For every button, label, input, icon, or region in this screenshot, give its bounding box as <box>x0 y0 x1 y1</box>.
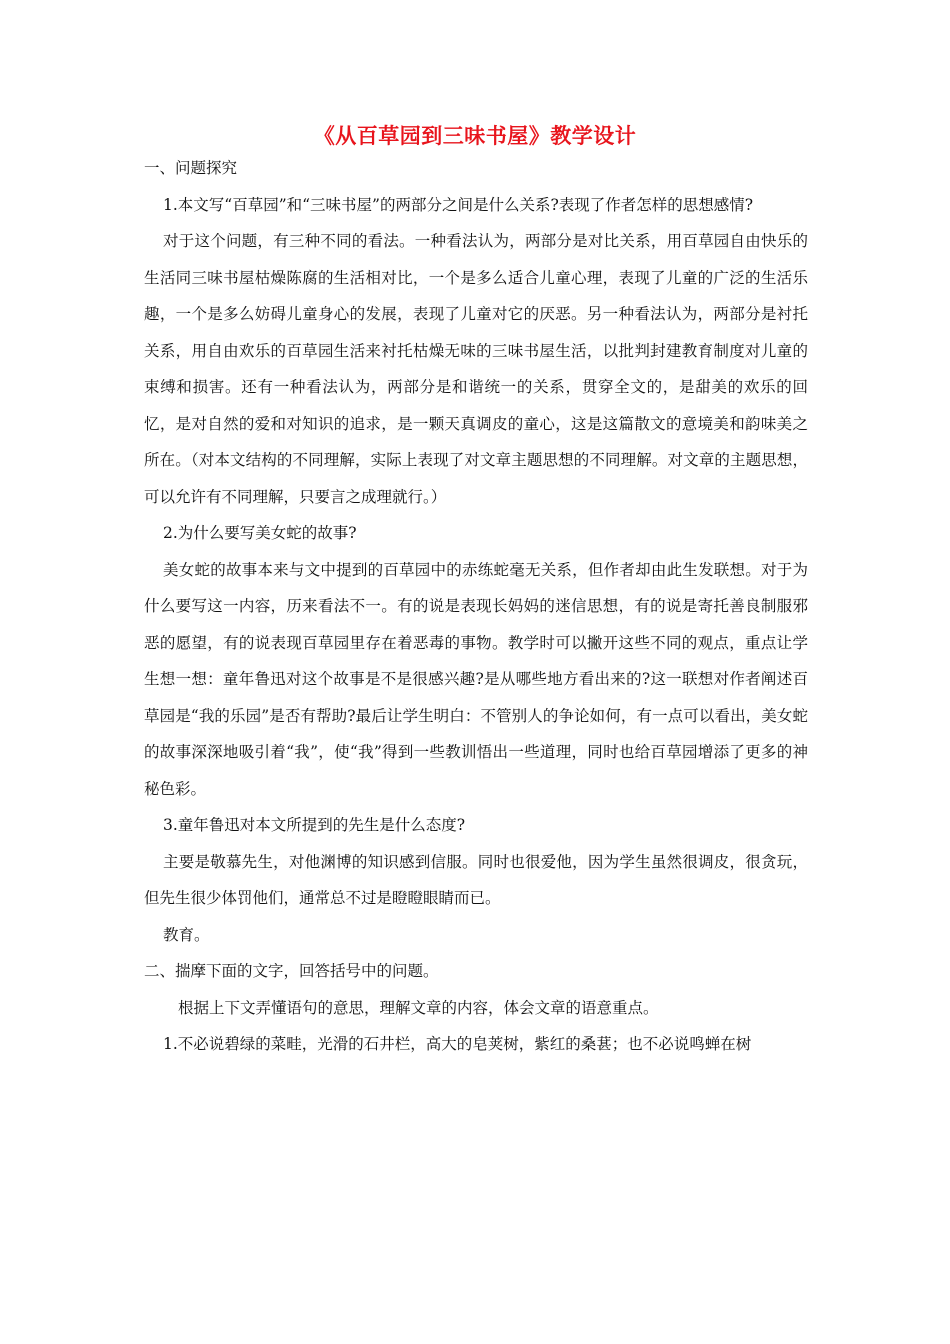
section-heading: 二、揣摩下面的文字，回答括号中的问题。 <box>144 962 439 980</box>
document-title: 《从百草园到三味书屋》教学设计 <box>313 124 637 148</box>
question-paragraph: 3.童年鲁迅对本文所提到的先生是什么态度? <box>163 816 466 834</box>
question-paragraph: 1.不必说碧绿的菜畦，光滑的石井栏，高大的皂荚树，紫红的桑葚；也不必说鸣蝉在树 <box>163 1035 752 1053</box>
answer-paragraph: 对于这个问题，有三种不同的看法。一种看法认为，两部分是对比关系，用百草园自由快乐的生活同三味书屋枯燥陈腐的生活相对比，一个是多么适合儿童心理，表现了儿童的广泛的生活乐趣，一个是多么妨碍儿童身心的发展，表现了儿童对它的厌恶。另一种看法认为，两部分是衬托关系，用自由欢乐的百草园生活来衬托枯燥无味的三味书屋生活，以批判封建教育制度对儿童的束缚和损害。还有一种看法认为，两部分是和谐统一的关系，贯穿全文的，是甜美的欢乐的回忆，是对自然的爱和对知识的追求，是一颗天真调皮的童心，这是这篇散文的意境美和韵味美之所在。（对本文结构的不同理解，实际上表现了对文章主题思想的不同理解。对文章的主题思想，可以允许有不同理解，只要言之成理就行。） <box>144 232 808 506</box>
body-paragraph: 根据上下文弄懂语句的意思，理解文章的内容，体会文章的语意重点。 <box>178 998 659 1017</box>
document-body <box>144 150 808 1063</box>
body-paragraph: 教育。 <box>163 925 210 944</box>
answer-paragraph: 主要是敬慕先生，对他渊博的知识感到信服。同时也很爱他，因为学生虽然很调皮，很贪玩，但先生很少体罚他们，通常总不过是瞪瞪眼睛而已。 <box>144 852 808 907</box>
question-paragraph: 1.本文写“百草园”和“三味书屋”的两部分之间是什么关系?表现了作者怎样的思想感情? <box>163 195 754 214</box>
question-paragraph: 2.为什么要写美女蛇的故事? <box>163 524 357 542</box>
answer-paragraph: 美女蛇的故事本来与文中提到的百草园中的赤练蛇毫无关系，但作者却由此生发联想。对于为什么要写这一内容，历来看法不一。有的说是表现长妈妈的迷信思想，有的说是寄托善良制服邪恶的愿望，有的说表现百草园里存在着恶毒的事物。教学时可以撇开这些不同的观点，重点让学生想一想：童年鲁迅对这个故事是不是很感兴趣?是从哪些地方看出来的?这一联想对作者阐述百草园是“我的乐园”是否有帮助?最后让学生明白：不管别人的争论如何，有一点可以看出，美女蛇的故事深深地吸引着“我”，使“我”得到一些教训悟出一些道理，同时也给百草园增添了更多的神秘色彩。 <box>144 560 808 798</box>
section-heading: 一、问题探究 <box>144 159 238 177</box>
